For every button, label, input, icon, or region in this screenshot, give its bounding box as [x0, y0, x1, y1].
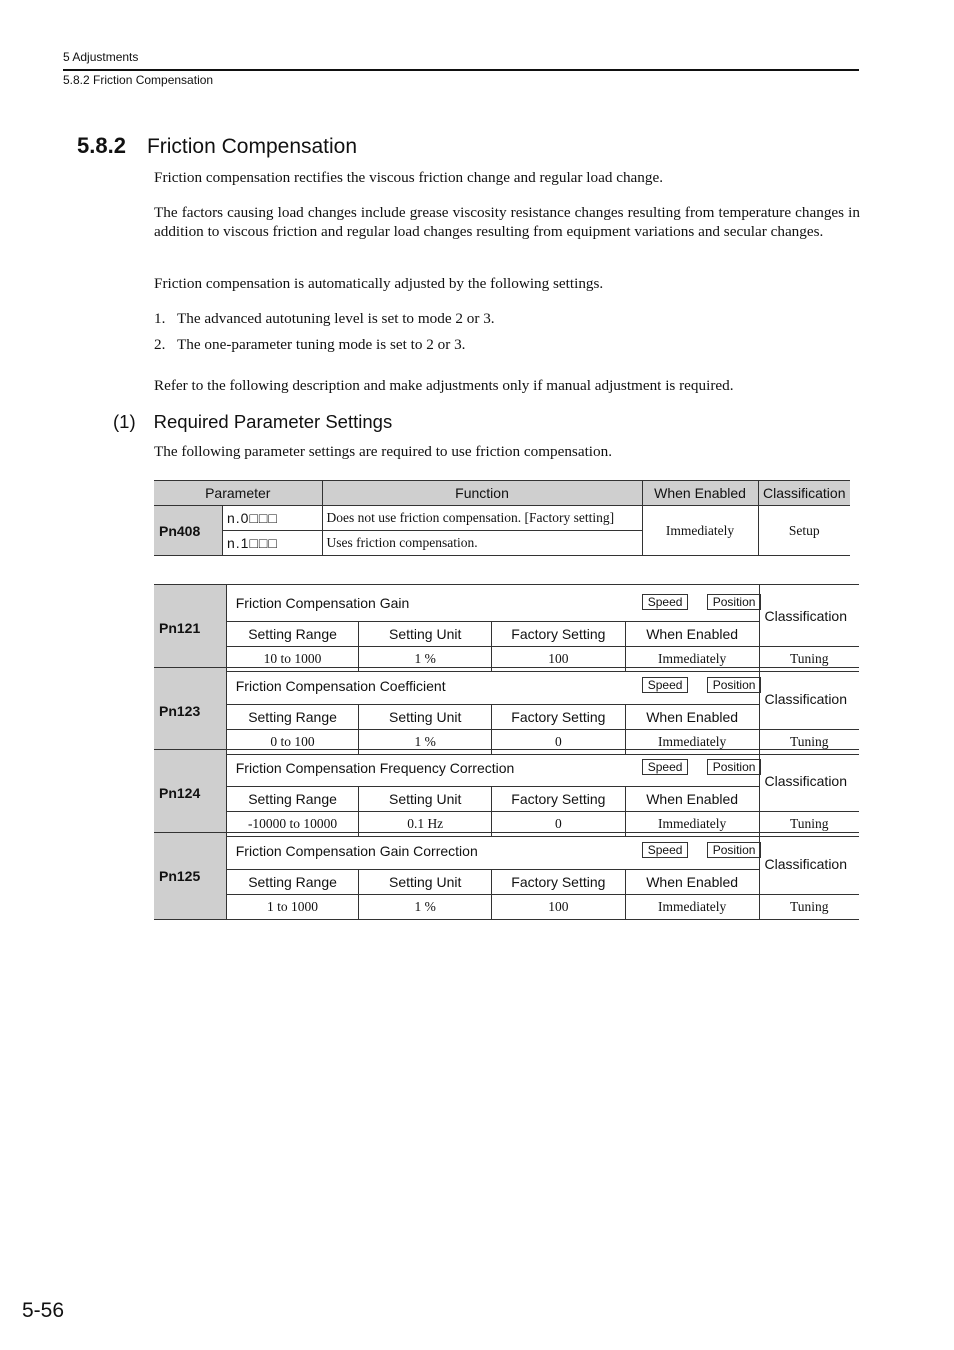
section-title-text: Friction Compensation [146, 135, 358, 158]
setting-range-label: Setting Range [226, 705, 359, 730]
setting-unit-label: Setting Unit [359, 705, 492, 730]
param-name-cell [226, 585, 759, 622]
header-chapter: 5 Adjustments [63, 50, 139, 64]
list-item [154, 310, 495, 328]
when-enabled-value: Immediately [625, 730, 759, 755]
param-name: Friction Compensation Coefficient [235, 678, 446, 694]
header-section: 5.8.2 Friction Compensation [63, 73, 214, 87]
param-table-pn125 [154, 832, 859, 920]
page-number: 5-56 [22, 1299, 65, 1322]
param-number: Pn124 [154, 750, 226, 837]
param-name-cell [226, 833, 759, 870]
factory-setting-value: 0 [492, 812, 626, 837]
subsection-title-text: Required Parameter Settings [153, 411, 393, 432]
param-name: Friction Compensation Gain Correction [235, 843, 478, 859]
paragraph-3: Friction compensation is automatically adjusted by the following settings. [154, 275, 604, 292]
table-row [154, 506, 850, 531]
setting-range-value: 0 to 100 [226, 730, 359, 755]
param-table-pn124 [154, 749, 859, 837]
classification-value: Setup [758, 506, 850, 556]
when-enabled-value: Immediately [625, 812, 759, 837]
setting-range-label: Setting Range [226, 870, 359, 895]
classification-value: Tuning [759, 895, 859, 920]
header-parameter: Parameter [154, 481, 322, 506]
setting-unit-label: Setting Unit [359, 870, 492, 895]
list-item [154, 336, 465, 354]
setting-range-value: -10000 to 10000 [226, 812, 359, 837]
speed-tag: Speed [642, 677, 689, 693]
factory-setting-label: Factory Setting [492, 870, 626, 895]
setting-range-value: 10 to 1000 [226, 647, 359, 672]
paragraph-1: Friction compensation rectifies the viscous friction change and regular load change. [154, 169, 664, 186]
param-setting: n.1□□□ [223, 531, 323, 556]
classification-label: Classification [759, 585, 859, 647]
setting-unit-label: Setting Unit [359, 787, 492, 812]
setting-range-value: 1 to 1000 [226, 895, 359, 920]
list-item-text: The one-parameter tuning mode is set to 2 or 3. [177, 336, 466, 353]
header-when-enabled: When Enabled [642, 481, 758, 506]
list-item-number: 2. [154, 336, 166, 353]
param-function: Uses friction compensation. [322, 531, 642, 556]
section-number: 5.8.2 [77, 133, 126, 158]
speed-tag: Speed [642, 842, 689, 858]
section-title [77, 133, 357, 159]
classification-value: Tuning [759, 647, 859, 672]
setting-range-label: Setting Range [226, 787, 359, 812]
list-item-text: The advanced autotuning level is set to mode 2 or 3. [177, 310, 495, 327]
when-enabled-value: Immediately [625, 895, 759, 920]
setting-unit-value: 1 % [359, 730, 492, 755]
subsection-title [113, 411, 392, 433]
param-number: Pn121 [154, 585, 226, 672]
param-name-cell [226, 750, 759, 787]
factory-setting-label: Factory Setting [492, 705, 626, 730]
setting-unit-value: 0.1 Hz [359, 812, 492, 837]
param-function: Does not use friction compensation. [Factory setting] [322, 506, 642, 531]
param-table-pn121 [154, 584, 859, 672]
factory-setting-label: Factory Setting [492, 787, 626, 812]
classification-label: Classification [759, 833, 859, 895]
position-tag: Position [707, 842, 762, 858]
header-rule [63, 69, 859, 71]
position-tag: Position [707, 759, 762, 775]
classification-label: Classification [759, 750, 859, 812]
when-enabled-label: When Enabled [625, 870, 759, 895]
when-enabled-value: Immediately [625, 647, 759, 672]
factory-setting-label: Factory Setting [492, 622, 626, 647]
list-item-number: 1. [154, 310, 166, 327]
setting-unit-value: 1 % [359, 895, 492, 920]
header-function: Function [322, 481, 642, 506]
factory-setting-value: 100 [492, 895, 626, 920]
paragraph-5: The following parameter settings are required to use friction compensation. [154, 443, 613, 460]
param-name-cell [226, 668, 759, 705]
when-enabled-value: Immediately [642, 506, 758, 556]
paragraph-2: The factors causing load changes include grease viscosity resistance changes resulting from temperature changes in addition to viscous friction and regular load changes resulting from equipment variations and secular changes. [154, 204, 860, 240]
speed-tag: Speed [642, 594, 689, 610]
param-number: Pn408 [154, 506, 223, 556]
classification-label: Classification [759, 668, 859, 730]
setting-range-label: Setting Range [226, 622, 359, 647]
param-number: Pn125 [154, 833, 226, 920]
factory-setting-value: 0 [492, 730, 626, 755]
position-tag: Position [707, 594, 762, 610]
param-number: Pn123 [154, 668, 226, 755]
factory-setting-value: 100 [492, 647, 626, 672]
when-enabled-label: When Enabled [625, 622, 759, 647]
param-name: Friction Compensation Frequency Correction [235, 760, 515, 776]
table-header-row [154, 481, 850, 506]
classification-value: Tuning [759, 812, 859, 837]
when-enabled-label: When Enabled [625, 787, 759, 812]
pn408-table [154, 480, 850, 556]
param-table-pn123 [154, 667, 859, 755]
setting-unit-value: 1 % [359, 647, 492, 672]
param-name: Friction Compensation Gain [235, 595, 410, 611]
when-enabled-label: When Enabled [625, 705, 759, 730]
setting-unit-label: Setting Unit [359, 622, 492, 647]
speed-tag: Speed [642, 759, 689, 775]
position-tag: Position [707, 677, 762, 693]
classification-value: Tuning [759, 730, 859, 755]
param-setting: n.0□□□ [223, 506, 323, 531]
subsection-number: (1) [113, 411, 136, 432]
paragraph-4: Refer to the following description and make adjustments only if manual adjustment is required. [154, 377, 734, 394]
header-classification: Classification [758, 481, 850, 506]
